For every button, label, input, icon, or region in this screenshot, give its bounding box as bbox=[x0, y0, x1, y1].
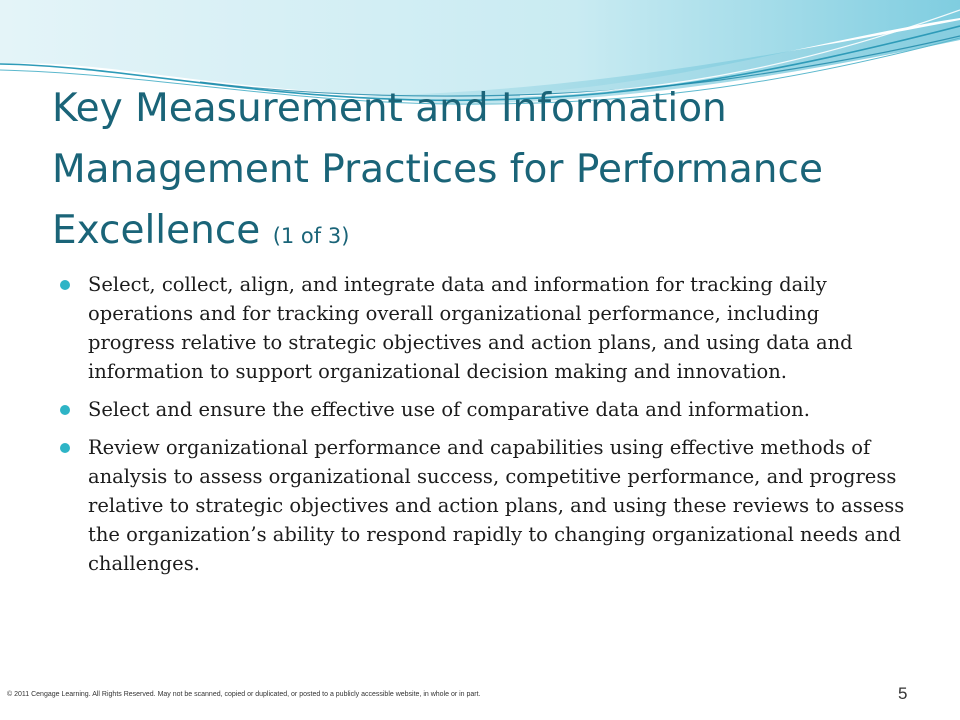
bullet-text: Select, collect, align, and integrate data and information for tracking daily operations and for tracking overall organizational performance, including progress relative to strategic objectives and action plans, and using data and information to support organizational decision making and innovation. bbox=[88, 273, 853, 383]
bullet-item bbox=[56, 395, 906, 424]
slide-title-main: Key Measurement and Information Management Practices for Performance Excellence bbox=[52, 86, 823, 253]
slide-title-part-indicator: (1 of 3) bbox=[272, 224, 350, 248]
bullet-marker-icon bbox=[60, 280, 70, 290]
bullet-text: Review organizational performance and capabilities using effective methods of analysis to assess organizational success, competitive performance, and progress relative to strategic objectives and action plans, and using these reviews to assess the organization’s ability to respond rapidly to changing organizational needs and challenges. bbox=[88, 436, 905, 575]
bullet-list bbox=[56, 270, 906, 587]
page-number: 5 bbox=[898, 684, 908, 703]
bullet-item bbox=[56, 433, 906, 578]
slide-title bbox=[52, 78, 912, 267]
bullet-item bbox=[56, 270, 906, 386]
bullet-marker-icon bbox=[60, 405, 70, 415]
copyright-footer: © 2011 Cengage Learning. All Rights Reserved. May not be scanned, copied or duplicated, or posted to a publicly accessible website, in whole or in part. bbox=[7, 691, 481, 698]
bullet-marker-icon bbox=[60, 443, 70, 453]
bullet-text: Select and ensure the effective use of comparative data and information. bbox=[88, 398, 810, 421]
